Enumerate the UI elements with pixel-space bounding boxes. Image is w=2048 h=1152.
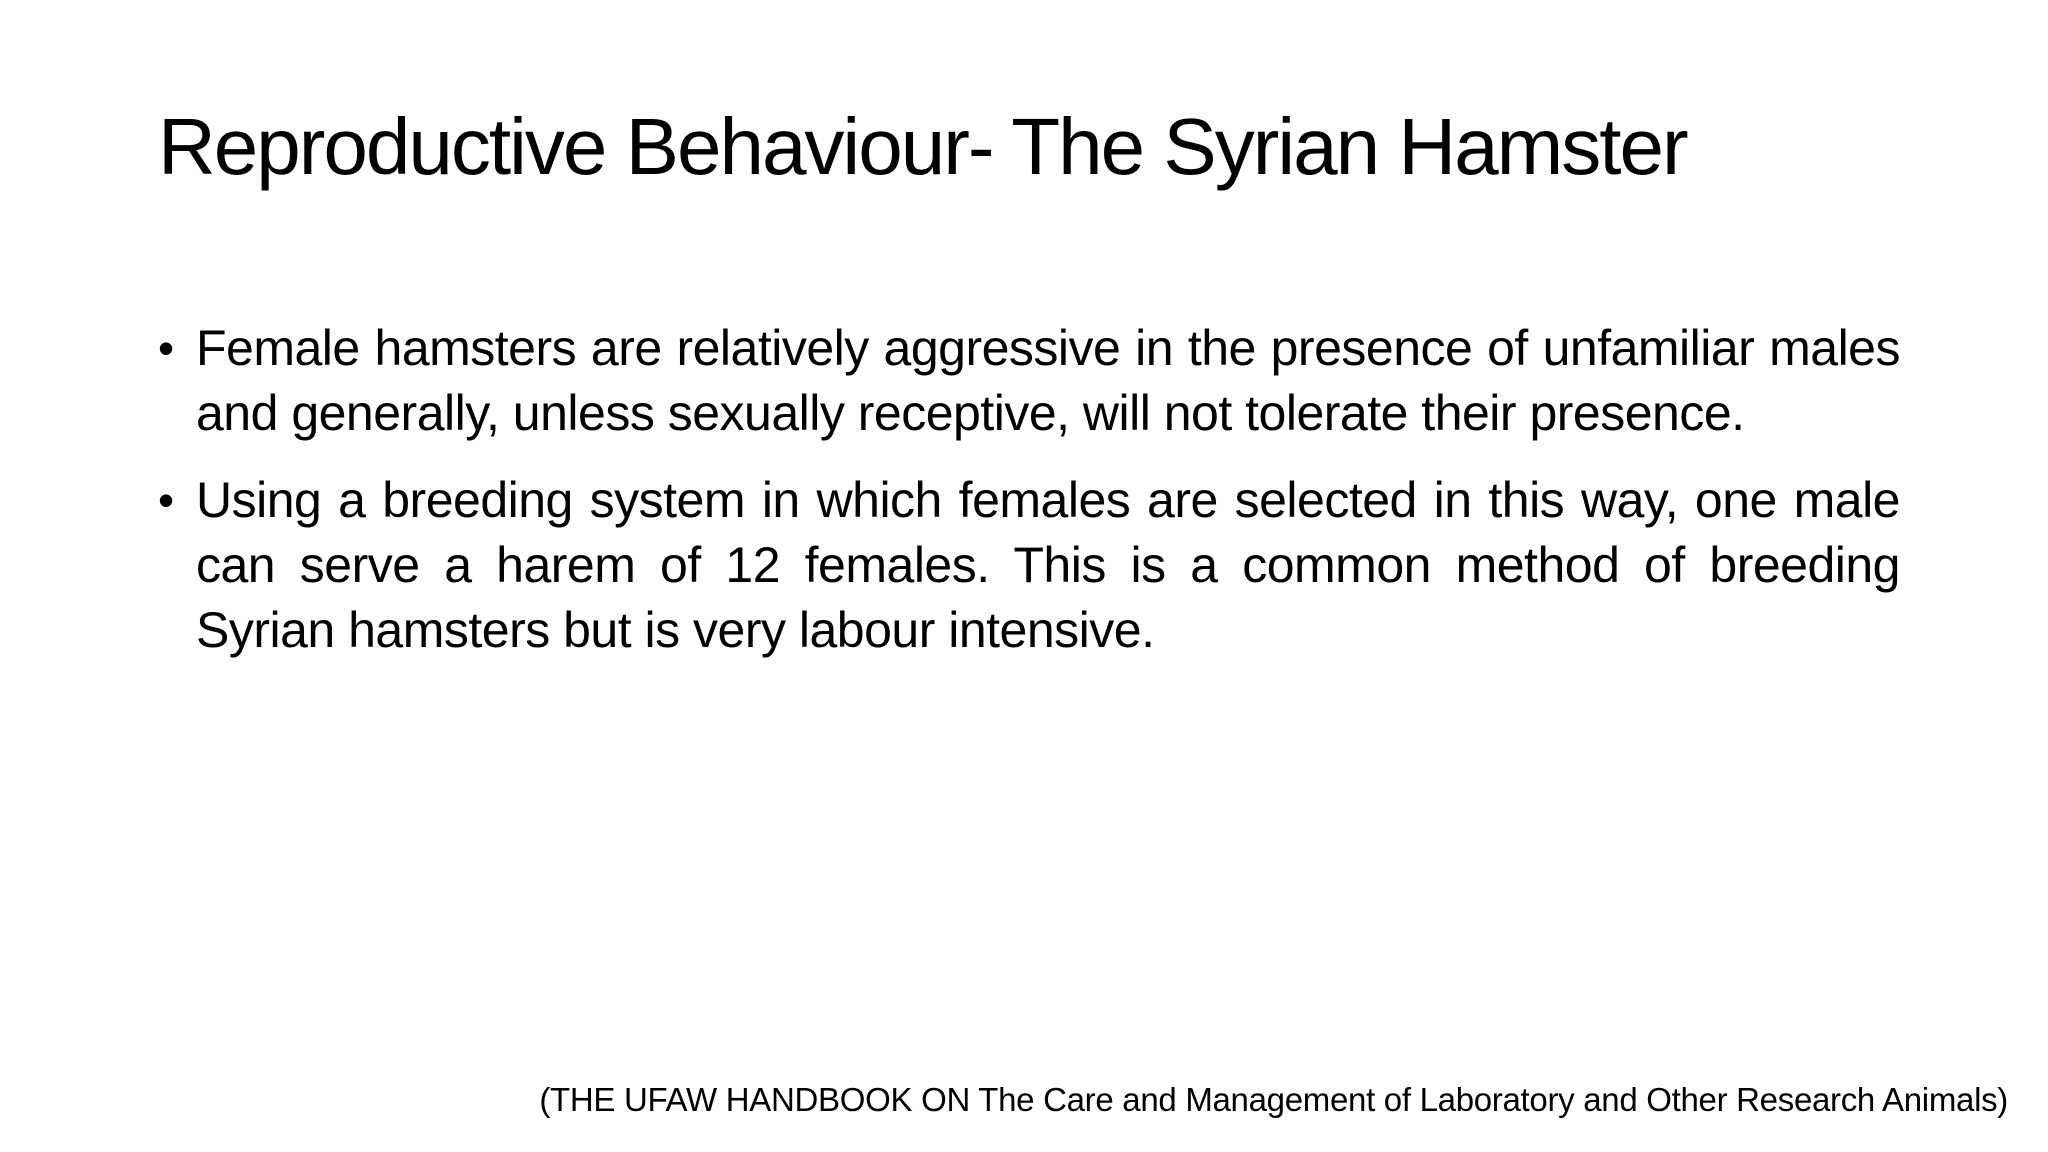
bullet-text: Female hamsters are relatively aggressive in the presence of unfamiliar males and generally, unless sexually receptive, will not tolerate their presence. xyxy=(196,320,1900,441)
bullet-list xyxy=(158,316,1900,685)
bullet-item xyxy=(158,316,1900,446)
bullet-marker: • xyxy=(158,322,174,374)
bullet-item xyxy=(158,468,1900,663)
bullet-marker: • xyxy=(158,474,174,526)
slide-title: Reproductive Behaviour- The Syrian Hamster xyxy=(158,102,1687,191)
source-citation: (THE UFAW HANDBOOK ON The Care and Management of Laboratory and Other Research Animals) xyxy=(539,1081,2008,1118)
bullet-text: Using a breeding system in which females are selected in this way, one male can serve a harem of 12 females. This is a common method of breeding Syrian hamsters but is very labour intensive. xyxy=(196,472,1900,658)
